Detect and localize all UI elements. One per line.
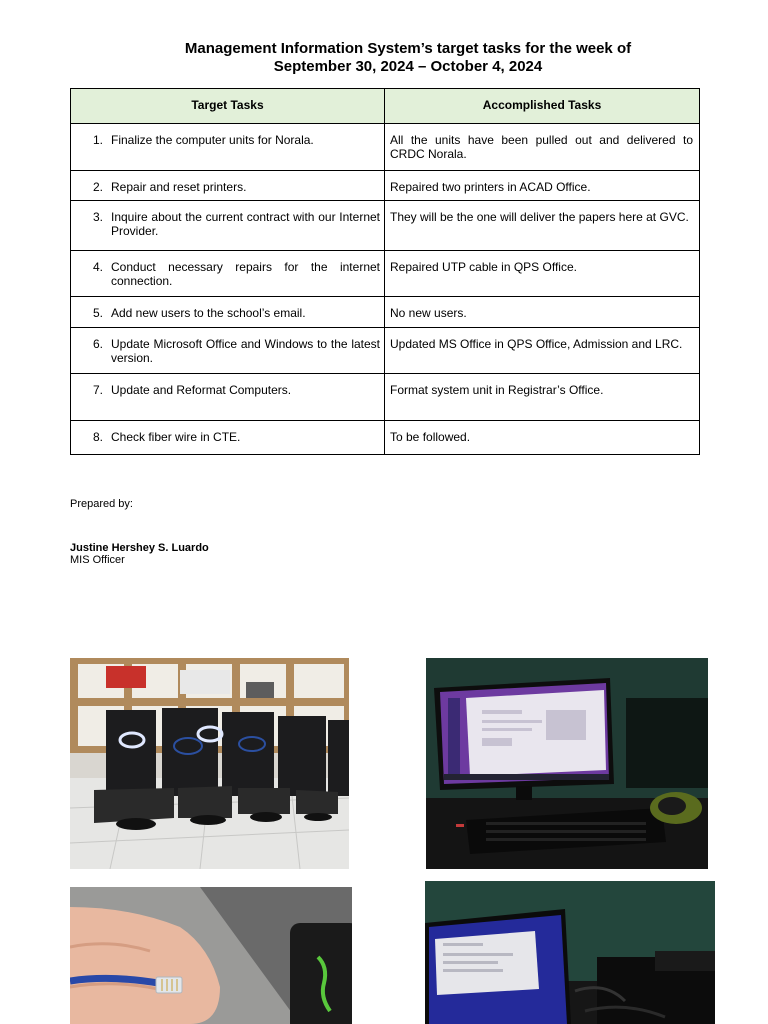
task-number: 5.	[92, 306, 103, 320]
task-number: 7.	[92, 383, 103, 397]
target-task-cell	[71, 201, 385, 251]
task-text: Inquire about the current contract with our Internet Provider.	[111, 210, 380, 238]
table-row	[71, 297, 700, 328]
photo-utp-connector	[70, 887, 352, 1024]
task-number: 6.	[92, 337, 103, 351]
task-text: Update Microsoft Office and Windows to the latest version.	[111, 337, 380, 365]
table-row	[71, 201, 700, 251]
task-text: Update and Reformat Computers.	[111, 383, 292, 397]
accomplished-task-cell: All the units have been pulled out and delivered to CRDC Norala.	[385, 124, 700, 171]
signer-role: MIS Officer	[70, 554, 125, 566]
target-task-cell	[71, 328, 385, 374]
prepared-by-label: Prepared by:	[70, 498, 133, 510]
photo-computer-units	[70, 658, 349, 869]
accomplished-task-cell: No new users.	[385, 297, 700, 328]
task-number: 8.	[92, 430, 103, 444]
target-task-cell	[71, 374, 385, 421]
target-task-cell	[71, 421, 385, 455]
tasks-table	[70, 88, 700, 455]
table-row	[71, 421, 700, 455]
task-text: Check fiber wire in CTE.	[111, 430, 241, 444]
document-title-line2: September 30, 2024 – October 4, 2024	[273, 58, 543, 75]
task-number: 4.	[92, 260, 103, 274]
table-row	[71, 251, 700, 297]
target-task-cell	[71, 124, 385, 171]
accomplished-task-cell: They will be the one will deliver the papers here at GVC.	[385, 201, 700, 251]
table-row	[71, 171, 700, 201]
table-row	[71, 374, 700, 421]
document-title-line1: Management Information System’s target tasks for the week of	[184, 40, 632, 57]
header-accomplished-tasks: Accomplished Tasks	[385, 89, 700, 124]
task-text: Repair and reset printers.	[111, 180, 247, 194]
task-number: 2.	[92, 180, 103, 194]
task-number: 3.	[92, 210, 103, 224]
task-text: Finalize the computer units for Norala.	[111, 133, 314, 147]
table-row	[71, 328, 700, 374]
photo-monitor-settings	[426, 658, 708, 869]
table-row	[71, 124, 700, 171]
accomplished-task-cell: Repaired two printers in ACAD Office.	[385, 171, 700, 201]
accomplished-task-cell: Format system unit in Registrar’s Office.	[385, 374, 700, 421]
header-target-tasks: Target Tasks	[71, 89, 385, 124]
target-task-cell	[71, 171, 385, 201]
photo-monitor-setup	[425, 881, 715, 1024]
target-task-cell	[71, 297, 385, 328]
target-task-cell	[71, 251, 385, 297]
task-text: Add new users to the school’s email.	[111, 306, 306, 320]
accomplished-task-cell: Repaired UTP cable in QPS Office.	[385, 251, 700, 297]
task-text: Conduct necessary repairs for the internet connection.	[111, 260, 380, 288]
table-header-row	[71, 89, 700, 124]
accomplished-task-cell: To be followed.	[385, 421, 700, 455]
accomplished-task-cell: Updated MS Office in QPS Office, Admission and LRC.	[385, 328, 700, 374]
task-number: 1.	[92, 133, 103, 147]
signer-name: Justine Hershey S. Luardo	[70, 542, 209, 554]
